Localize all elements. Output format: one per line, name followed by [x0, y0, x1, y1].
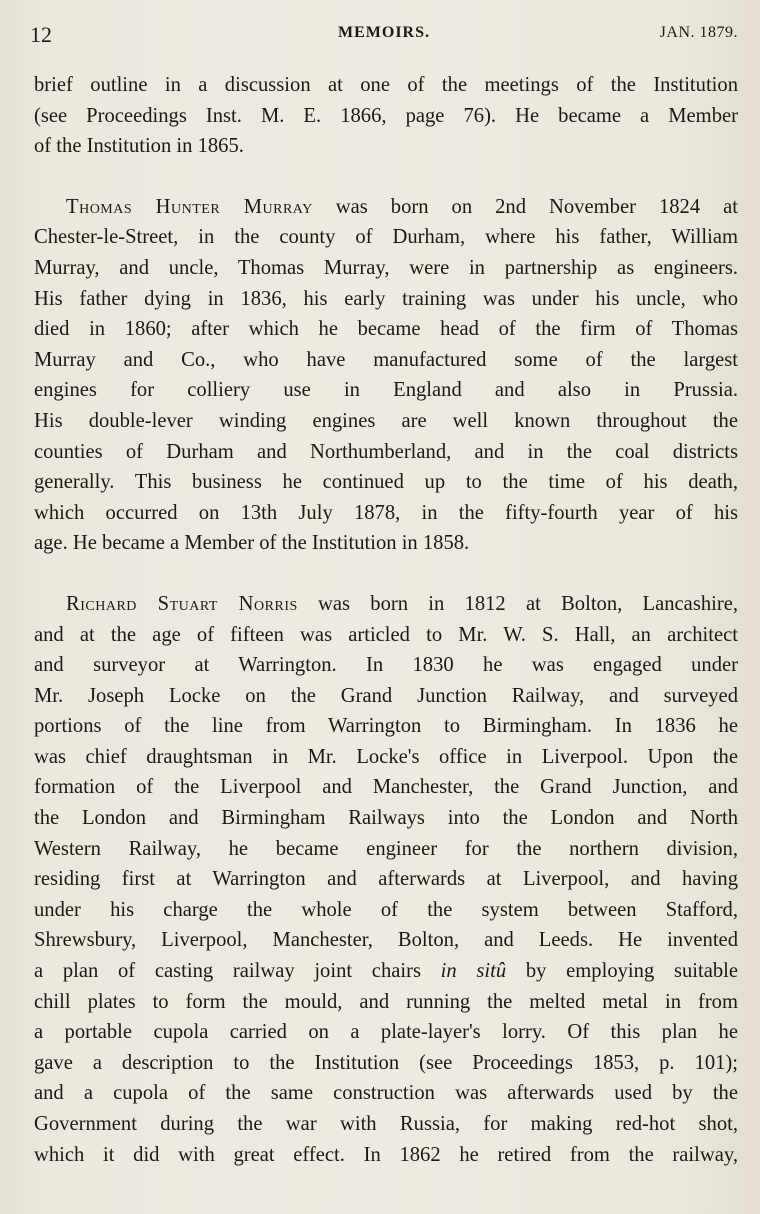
memoir-murray	[34, 192, 738, 559]
text-line: His father dying in 1836, his early training was under his uncle, who	[34, 287, 738, 310]
text-line: Murray, and uncle, Thomas Murray, were in partnership as engineers.	[34, 256, 738, 279]
text-line: Murray and Co., who have manufactured some of the largest	[34, 348, 738, 371]
text-line: chill plates to form the mould, and running the melted metal in from	[34, 990, 738, 1013]
text-line: formation of the Liverpool and Manchester, the Grand Junction, and	[34, 776, 738, 799]
text-line: gave a description to the Institution (see Proceedings 1853, p. 101);	[34, 1051, 738, 1074]
text-line: which it did with great effect. In 1862 he retired from the railway,	[34, 1143, 738, 1166]
text-fragment: by employing suitable	[506, 960, 738, 983]
text-line: engines for colliery use in England and also in Prussia.	[34, 379, 738, 402]
page-number: 12	[30, 22, 52, 47]
text-line: the London and Birmingham Railways into the London and North	[34, 807, 738, 830]
italic-phrase: in sitû	[440, 960, 507, 983]
text-line: died in 1860; after which he became head of the firm of Thomas	[34, 318, 738, 341]
text-line: brief outline in a discussion at one of the meetings of the Institution	[34, 74, 738, 96]
text-line: generally. This business he continued up to the time of his death,	[34, 471, 738, 494]
text-line: counties of Durham and Northumberland, and in the coal districts	[34, 440, 738, 463]
text-line: Chester-le-Street, in the county of Durham, where his father, William	[34, 226, 738, 249]
body-text	[34, 70, 738, 1170]
text-line: Western Railway, he became engineer for the northern division,	[34, 837, 738, 860]
text-fragment: was born on 2nd November 1824 at	[312, 195, 738, 218]
memoir-name: Richard Stuart Norris	[66, 592, 298, 615]
text-line: a portable cupola carried on a plate-layer's lorry. Of this plan he	[34, 1021, 738, 1044]
text-line: Shrewsbury, Liverpool, Manchester, Bolton, and Leeds. He invented	[34, 929, 738, 952]
text-line: and surveyor at Warrington. In 1830 he was engaged under	[34, 654, 738, 677]
text-line: residing first at Warrington and afterwards at Liverpool, and having	[34, 868, 738, 891]
header-date: JAN. 1879.	[659, 24, 738, 41]
paragraph-gap	[34, 559, 738, 589]
text-line: portions of the line from Warrington to Birmingham. In 1836 he	[34, 715, 738, 738]
text-line: age. He became a Member of the Institution in 1858.	[34, 532, 470, 555]
text-line: under his charge the whole of the system between Stafford,	[34, 898, 738, 921]
text-line	[34, 192, 738, 223]
text-line	[34, 956, 738, 987]
paragraph-gap	[34, 162, 738, 192]
text-line: (see Proceedings Inst. M. E. 1866, page 76). He became a Member	[34, 104, 738, 127]
text-line: His double-lever winding engines are well known throughout the	[34, 409, 738, 432]
text-line: Government during the war with Russia, for making red-hot shot,	[34, 1113, 738, 1135]
paragraph-continuation	[34, 70, 738, 162]
text-line: was chief draughtsman in Mr. Locke's office in Liverpool. Upon the	[34, 745, 738, 768]
text-line	[34, 589, 738, 620]
memoir-norris	[34, 589, 738, 1170]
running-title: MEMOIRS.	[338, 24, 430, 41]
text-line: which occurred on 13th July 1878, in the fifty-fourth year of his	[34, 501, 738, 524]
page-header	[30, 18, 738, 52]
text-line: and at the age of fifteen was articled to Mr. W. S. Hall, an architect	[34, 623, 738, 646]
text-line: Mr. Joseph Locke on the Grand Junction Railway, and surveyed	[34, 684, 738, 707]
text-fragment: was born in 1812 at Bolton, Lancashire,	[297, 592, 739, 615]
text-line: of the Institution in 1865.	[34, 135, 244, 158]
text-fragment: a plan of casting railway joint chairs	[34, 960, 441, 983]
text-line: and a cupola of the same construction was afterwards used by the	[34, 1082, 738, 1105]
memoir-name: Thomas Hunter Murray	[66, 195, 313, 218]
